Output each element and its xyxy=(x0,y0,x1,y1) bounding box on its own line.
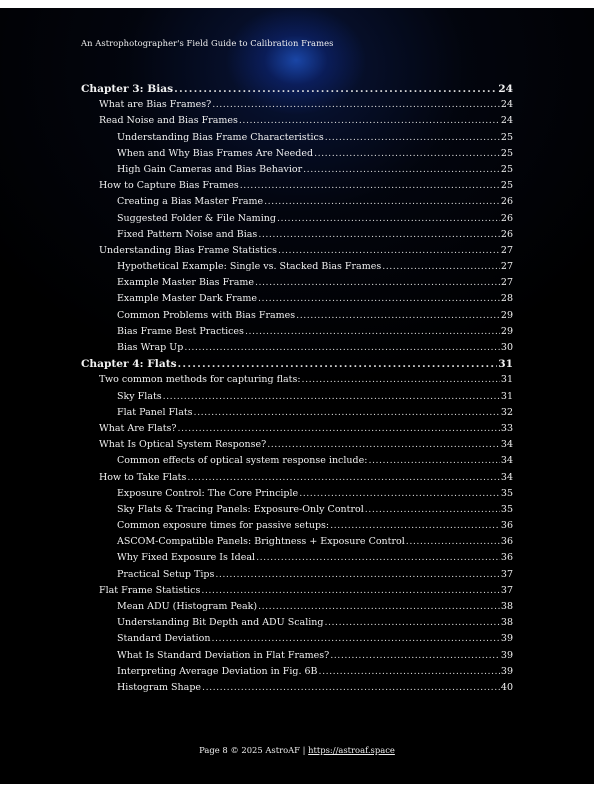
toc-entry-title: Two common methods for capturing flats: xyxy=(99,374,301,386)
toc-page-number: 25 xyxy=(500,180,513,192)
toc-entry[interactable] xyxy=(81,162,513,178)
toc-entry-title: Interpreting Average Deviation in Fig. 6B xyxy=(117,665,318,677)
toc-entry-title: ASCOM-Compatible Panels: Brightness + Exposure Control xyxy=(117,536,405,548)
toc-entry-title: When and Why Bias Frames Are Needed xyxy=(117,147,314,159)
toc-page-number: 29 xyxy=(500,325,513,337)
toc-dot-leader xyxy=(258,227,500,243)
toc-dot-leader xyxy=(256,550,500,566)
toc-entry-title: What Are Flats? xyxy=(99,422,177,434)
toc-page-number: 31 xyxy=(500,374,513,386)
toc-dot-leader xyxy=(258,291,500,307)
toc-entry[interactable] xyxy=(81,534,513,550)
toc-entry[interactable] xyxy=(81,486,513,502)
toc-entry-title: Common effects of optical system response include: xyxy=(117,455,368,467)
toc-entry[interactable] xyxy=(81,372,513,388)
toc-page-number: 32 xyxy=(500,406,513,418)
toc-entry-title: Practical Setup Tips xyxy=(117,568,215,580)
toc-entry[interactable] xyxy=(81,227,513,243)
toc-dot-leader xyxy=(314,146,500,162)
toc-entry-title: Mean ADU (Histogram Peak) xyxy=(117,601,258,612)
toc-page-number: 39 xyxy=(500,665,513,677)
toc-entry[interactable] xyxy=(81,308,513,324)
toc-page-number: 24 xyxy=(498,83,513,95)
toc-dot-leader xyxy=(178,356,498,372)
toc-page-number: 26 xyxy=(500,212,513,224)
toc-entry-title: Creating a Bias Master Frame xyxy=(117,196,264,208)
toc-entry[interactable] xyxy=(81,567,513,583)
toc-entry[interactable] xyxy=(81,453,513,469)
toc-page-number: 39 xyxy=(500,649,513,661)
toc-entry-title: Sky Flats xyxy=(117,390,162,402)
toc-page-number: 26 xyxy=(500,228,513,240)
toc-dot-leader xyxy=(302,372,500,388)
toc-entry[interactable] xyxy=(81,470,513,486)
toc-dot-leader xyxy=(212,631,500,647)
toc-entry[interactable] xyxy=(81,680,513,696)
toc-entry-title: Histogram Shape xyxy=(117,681,202,693)
toc-page-number: 25 xyxy=(500,147,513,159)
toc-chapter-entry[interactable] xyxy=(81,356,513,372)
toc-page-number: 35 xyxy=(500,487,513,499)
toc-entry[interactable] xyxy=(81,259,513,275)
toc-entry[interactable] xyxy=(81,599,513,615)
toc-entry-title: Flat Panel Flats xyxy=(117,406,193,418)
toc-page-number: 34 xyxy=(500,471,513,483)
toc-entry-title: Understanding Bias Frame Characteristics xyxy=(117,131,324,143)
table-of-contents xyxy=(81,81,513,696)
toc-entry-title: What Is Standard Deviation in Flat Frames? xyxy=(117,649,330,661)
toc-page-number: 26 xyxy=(500,196,513,208)
toc-page-number: 24 xyxy=(500,115,513,127)
toc-dot-leader xyxy=(240,178,500,194)
toc-entry[interactable] xyxy=(81,437,513,453)
toc-dot-leader xyxy=(239,113,500,129)
toc-entry-title: Sky Flats & Tracing Panels: Exposure-Only Control xyxy=(117,503,364,515)
toc-dot-leader xyxy=(184,340,500,356)
toc-page-number: 34 xyxy=(500,455,513,467)
toc-entry[interactable] xyxy=(81,178,513,194)
toc-dot-leader xyxy=(258,599,500,615)
toc-dot-leader xyxy=(319,664,500,680)
footer-copyright: Page 8 © 2025 AstroAF | xyxy=(199,745,309,755)
toc-page-number: 34 xyxy=(500,439,513,451)
toc-dot-leader xyxy=(267,437,500,453)
toc-entry-title: Flat Frame Statistics xyxy=(99,584,201,596)
toc-entry[interactable] xyxy=(81,648,513,664)
toc-entry[interactable] xyxy=(81,194,513,210)
toc-page-number: 37 xyxy=(500,568,513,580)
toc-entry[interactable] xyxy=(81,113,513,129)
toc-entry-title: Common exposure times for passive setups: xyxy=(117,520,330,532)
toc-entry[interactable] xyxy=(81,211,513,227)
toc-entry[interactable] xyxy=(81,243,513,259)
page-footer xyxy=(0,745,594,755)
toc-dot-leader xyxy=(299,486,500,502)
toc-entry-title: Exposure Control: The Core Principle xyxy=(117,487,299,499)
toc-entry-title: How to Take Flats xyxy=(99,471,187,483)
toc-page-number: 25 xyxy=(500,131,513,143)
toc-entry-title: What Is Optical System Response? xyxy=(99,439,267,451)
toc-dot-leader xyxy=(303,162,500,178)
toc-entry-title: High Gain Cameras and Bias Behavior xyxy=(117,163,303,175)
toc-page-number: 27 xyxy=(500,244,513,256)
toc-page-number: 25 xyxy=(500,163,513,175)
toc-dot-leader xyxy=(163,389,500,405)
toc-entry[interactable] xyxy=(81,664,513,680)
toc-page-number: 40 xyxy=(500,681,513,693)
running-header: An Astrophotographer's Field Guide to Calibration Frames xyxy=(81,38,334,48)
toc-dot-leader xyxy=(368,453,499,469)
toc-dot-leader xyxy=(194,405,500,421)
toc-page-number: 39 xyxy=(500,633,513,645)
toc-entry[interactable] xyxy=(81,631,513,647)
toc-entry-title: Bias Frame Best Practices xyxy=(117,325,244,337)
toc-entry-title: Example Master Bias Frame xyxy=(117,277,254,289)
toc-entry[interactable] xyxy=(81,291,513,307)
toc-dot-leader xyxy=(330,518,500,534)
toc-entry[interactable] xyxy=(81,615,513,631)
toc-entry-title: Understanding Bias Frame Statistics xyxy=(99,244,277,256)
toc-entry-title: How to Capture Bias Frames xyxy=(99,180,239,192)
toc-page-number: 35 xyxy=(500,503,513,515)
toc-page-number: 24 xyxy=(500,99,513,111)
toc-page-number: 36 xyxy=(500,536,513,548)
toc-page-number: 30 xyxy=(500,342,513,353)
toc-entry-title: Understanding Bit Depth and ADU Scaling xyxy=(117,617,324,629)
toc-page-number: 31 xyxy=(500,390,513,402)
toc-dot-leader xyxy=(255,275,500,291)
toc-entry-title: Common Problems with Bias Frames xyxy=(117,309,296,321)
toc-page-number: 27 xyxy=(500,277,513,289)
toc-entry-title: Standard Deviation xyxy=(117,633,211,645)
toc-entry-title: Why Fixed Exposure Is Ideal xyxy=(117,552,256,564)
toc-dot-leader xyxy=(324,615,499,631)
toc-dot-leader xyxy=(382,259,500,275)
toc-dot-leader xyxy=(296,308,500,324)
footer-link[interactable]: https://astroaf.space xyxy=(308,745,395,755)
toc-entry[interactable] xyxy=(81,421,513,437)
toc-dot-leader xyxy=(365,502,500,518)
toc-page-number: 36 xyxy=(500,520,513,532)
toc-entry[interactable] xyxy=(81,405,513,421)
toc-entry[interactable] xyxy=(81,340,513,356)
toc-page-number: 29 xyxy=(500,309,513,321)
toc-entry[interactable] xyxy=(81,324,513,340)
toc-entry[interactable] xyxy=(81,518,513,534)
toc-page-number: 37 xyxy=(500,584,513,596)
toc-dot-leader xyxy=(330,648,500,664)
toc-entry-title: What are Bias Frames? xyxy=(99,99,212,111)
toc-entry-title: Fixed Pattern Noise and Bias xyxy=(117,228,258,240)
toc-entry-title: Chapter 4: Flats xyxy=(81,358,177,371)
toc-entry-title: Example Master Dark Frame xyxy=(117,293,258,305)
toc-dot-leader xyxy=(325,130,500,146)
toc-entry-title: Hypothetical Example: Single vs. Stacked Bias Frames xyxy=(117,261,382,273)
toc-page-number: 28 xyxy=(500,293,513,305)
toc-page-number: 27 xyxy=(500,261,513,273)
document-page xyxy=(0,8,594,784)
toc-entry[interactable] xyxy=(81,275,513,291)
toc-chapter-entry[interactable] xyxy=(81,81,513,97)
toc-entry-title: Chapter 3: Bias xyxy=(81,83,174,95)
toc-entry-title: Bias Wrap Up xyxy=(117,342,184,353)
toc-entry[interactable] xyxy=(81,583,513,599)
toc-entry[interactable] xyxy=(81,146,513,162)
toc-dot-leader xyxy=(187,470,500,486)
toc-dot-leader xyxy=(202,680,500,696)
toc-dot-leader xyxy=(178,421,500,437)
toc-entry[interactable] xyxy=(81,130,513,146)
toc-page-number: 38 xyxy=(500,617,513,629)
toc-dot-leader xyxy=(277,211,500,227)
toc-dot-leader xyxy=(406,534,500,550)
toc-page-number: 33 xyxy=(500,422,513,434)
toc-entry[interactable] xyxy=(81,550,513,566)
toc-page-number: 36 xyxy=(500,552,513,564)
toc-dot-leader xyxy=(174,81,497,97)
toc-entry[interactable] xyxy=(81,97,513,113)
toc-entry-title: Suggested Folder & File Naming xyxy=(117,212,276,224)
toc-page-number: 31 xyxy=(498,358,513,371)
toc-entry-title: Read Noise and Bias Frames xyxy=(99,115,238,127)
toc-dot-leader xyxy=(264,194,500,210)
toc-dot-leader xyxy=(201,583,500,599)
toc-dot-leader xyxy=(278,243,500,259)
toc-entry[interactable] xyxy=(81,389,513,405)
toc-dot-leader xyxy=(245,324,500,340)
toc-page-number: 38 xyxy=(500,601,513,612)
toc-entry[interactable] xyxy=(81,502,513,518)
toc-dot-leader xyxy=(215,567,500,583)
toc-dot-leader xyxy=(212,97,500,113)
